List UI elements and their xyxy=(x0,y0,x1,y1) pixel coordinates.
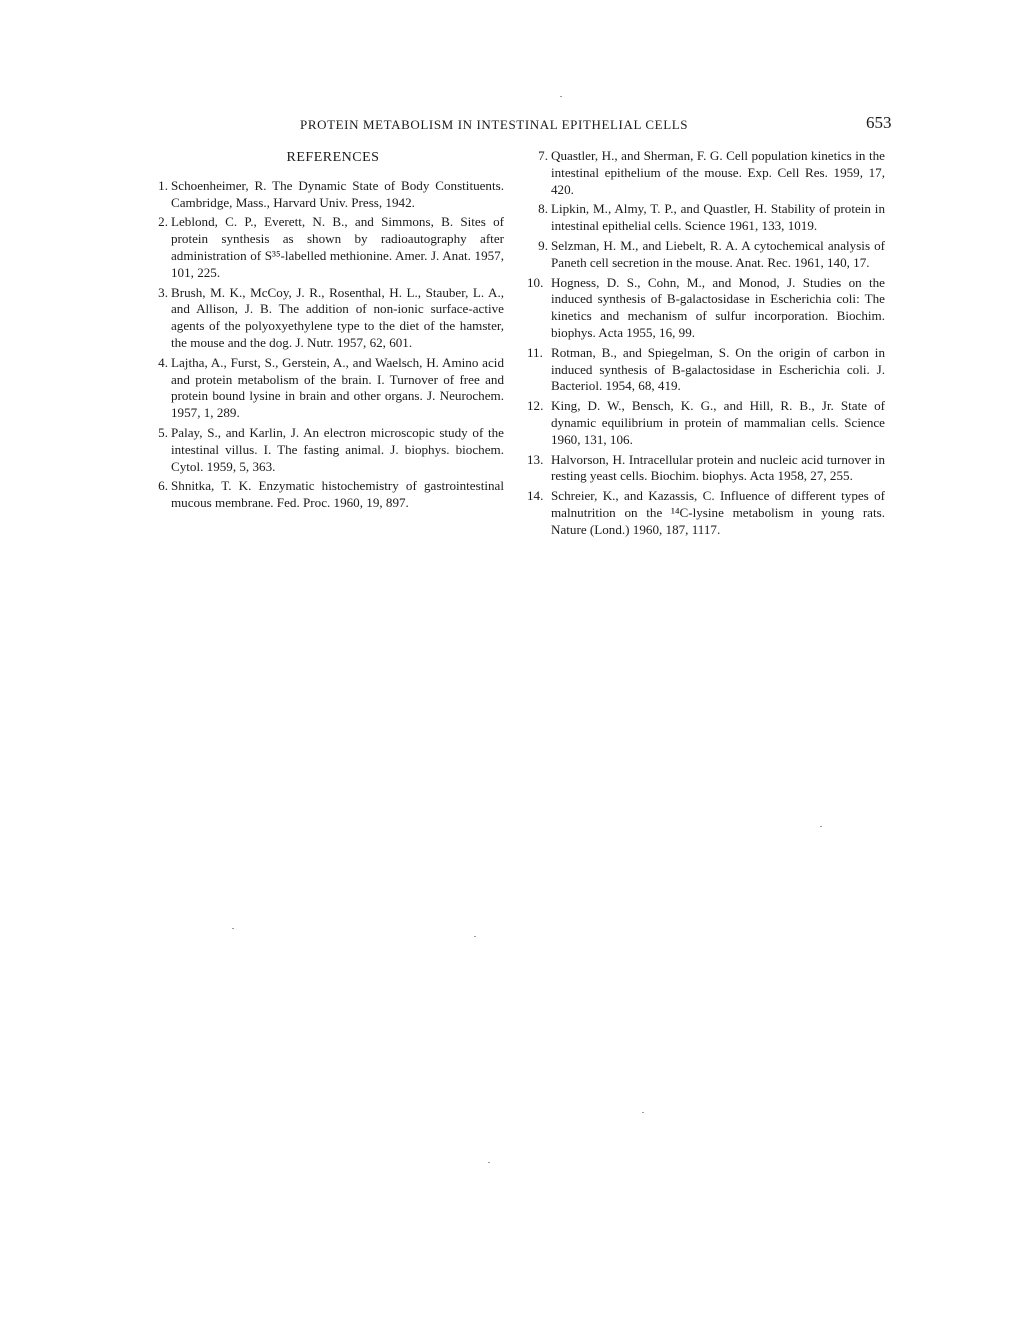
scan-speck xyxy=(474,936,476,937)
reference-item xyxy=(152,285,504,352)
reference-item xyxy=(527,488,885,538)
references-right-column xyxy=(527,148,885,542)
reference-text: Halvorson, H. Intracellular protein and nucleic acid turnover in resting yeast cells. Biochim. biophys. Acta 1958, 27, 255. xyxy=(551,451,885,484)
scan-speck xyxy=(820,826,822,827)
scan-speck xyxy=(560,96,562,97)
reference-text: Leblond, C. P., Everett, N. B., and Simmons, B. Sites of protein synthesis as shown by radioautography after administration of S³⁵-labelled methionine. Amer. J. Anat. 1957, 101, 225. xyxy=(171,214,504,280)
scan-speck xyxy=(232,928,234,929)
running-head: PROTEIN METABOLISM IN INTESTINAL EPITHELIAL CELLS xyxy=(300,117,689,132)
reference-number: 1. xyxy=(158,177,168,193)
reference-number: 7. xyxy=(538,148,548,163)
reference-number: 9. xyxy=(538,237,548,253)
reference-item xyxy=(152,478,504,512)
scan-speck xyxy=(488,1162,490,1163)
reference-text: Lipkin, M., Almy, T. P., and Quastler, H. Stability of protein in intestinal epithelial cells. Science 1961, 133, 1019. xyxy=(551,201,885,234)
reference-item xyxy=(152,425,504,475)
reference-item xyxy=(533,148,885,198)
reference-number: 8. xyxy=(538,201,548,217)
reference-item xyxy=(533,238,885,272)
reference-number: 10. xyxy=(527,274,544,290)
reference-number: 12. xyxy=(527,398,544,414)
references-heading: REFERENCES xyxy=(286,150,380,165)
reference-number: 3. xyxy=(158,284,168,300)
reference-item xyxy=(152,355,504,422)
reference-text: King, D. W., Bensch, K. G., and Hill, R. B., Jr. State of dynamic equilibrium in protein of mammalian cells. Science 1960, 131, 106. xyxy=(551,398,885,447)
reference-number: 11. xyxy=(527,344,543,360)
reference-number: 5. xyxy=(158,424,168,440)
reference-text: Brush, M. K., McCoy, J. R., Rosenthal, H. L., Stauber, L. A., and Allison, J. B. The addition of non-ionic surface-active agents of the polyoxyethylene type to the diet of the hamster, the mouse and the dog. J. Nutr. 1957, 62, 601. xyxy=(171,284,504,350)
references-left-column xyxy=(152,148,504,515)
scan-speck xyxy=(642,1112,644,1113)
reference-number: 6. xyxy=(158,478,168,494)
reference-number: 14. xyxy=(527,488,544,504)
reference-item xyxy=(533,201,885,235)
reference-text: Shnitka, T. K. Enzymatic histochemistry of gastrointestinal mucous membrane. Fed. Proc. 1960, 19, 897. xyxy=(171,478,504,511)
reference-item xyxy=(527,398,885,448)
reference-text: Schoenheimer, R. The Dynamic State of Body Constituents. Cambridge, Mass., Harvard Univ. Press, 1942. xyxy=(171,177,504,210)
reference-item xyxy=(527,275,885,342)
reference-text: Schreier, K., and Kazassis, C. Influence of different types of malnutrition on the ¹⁴C-lysine metabolism in young rats. Nature (Lond.) 1960, 187, 1117. xyxy=(551,488,885,537)
reference-text: Rotman, B., and Spiegelman, S. On the origin of carbon in induced synthesis of B-galactosidase in Escherichia coli. J. Bacteriol. 1954, 68, 419. xyxy=(551,344,885,394)
reference-item xyxy=(527,345,885,395)
reference-text: Quastler, H., and Sherman, F. G. Cell population kinetics in the intestinal epithelium of the mouse. Exp. Cell Res. 1959, 17, 420. xyxy=(551,148,885,197)
reference-number: 13. xyxy=(527,451,544,467)
page-number: 653 xyxy=(866,113,892,132)
reference-text: Lajtha, A., Furst, S., Gerstein, A., and Waelsch, H. Amino acid and protein metabolism of the brain. I. Turnover of free and protein bound lysine in brain and other organs. J. Neurochem. 1957, 1, 289. xyxy=(171,354,504,421)
reference-item xyxy=(152,214,504,281)
reference-text: Selzman, H. M., and Liebelt, R. A. A cytochemical analysis of Paneth cell secretion in the mouse. Anat. Rec. 1961, 140, 17. xyxy=(551,237,885,270)
reference-item xyxy=(527,452,885,486)
reference-item xyxy=(152,178,504,212)
reference-text: Palay, S., and Karlin, J. An electron microscopic study of the intestinal villus. I. The fasting animal. J. biophys. biochem. Cytol. 1959, 5, 363. xyxy=(171,424,504,474)
reference-text: Hogness, D. S., Cohn, M., and Monod, J. Studies on the induced synthesis of B-galactosidase in Escherichia coli: The kinetics and mechanism of sulfur incorporation. Biochim. biophys. Acta 1955, 16, 99. xyxy=(551,274,885,340)
reference-number: 2. xyxy=(158,214,168,230)
reference-number: 4. xyxy=(158,354,168,370)
